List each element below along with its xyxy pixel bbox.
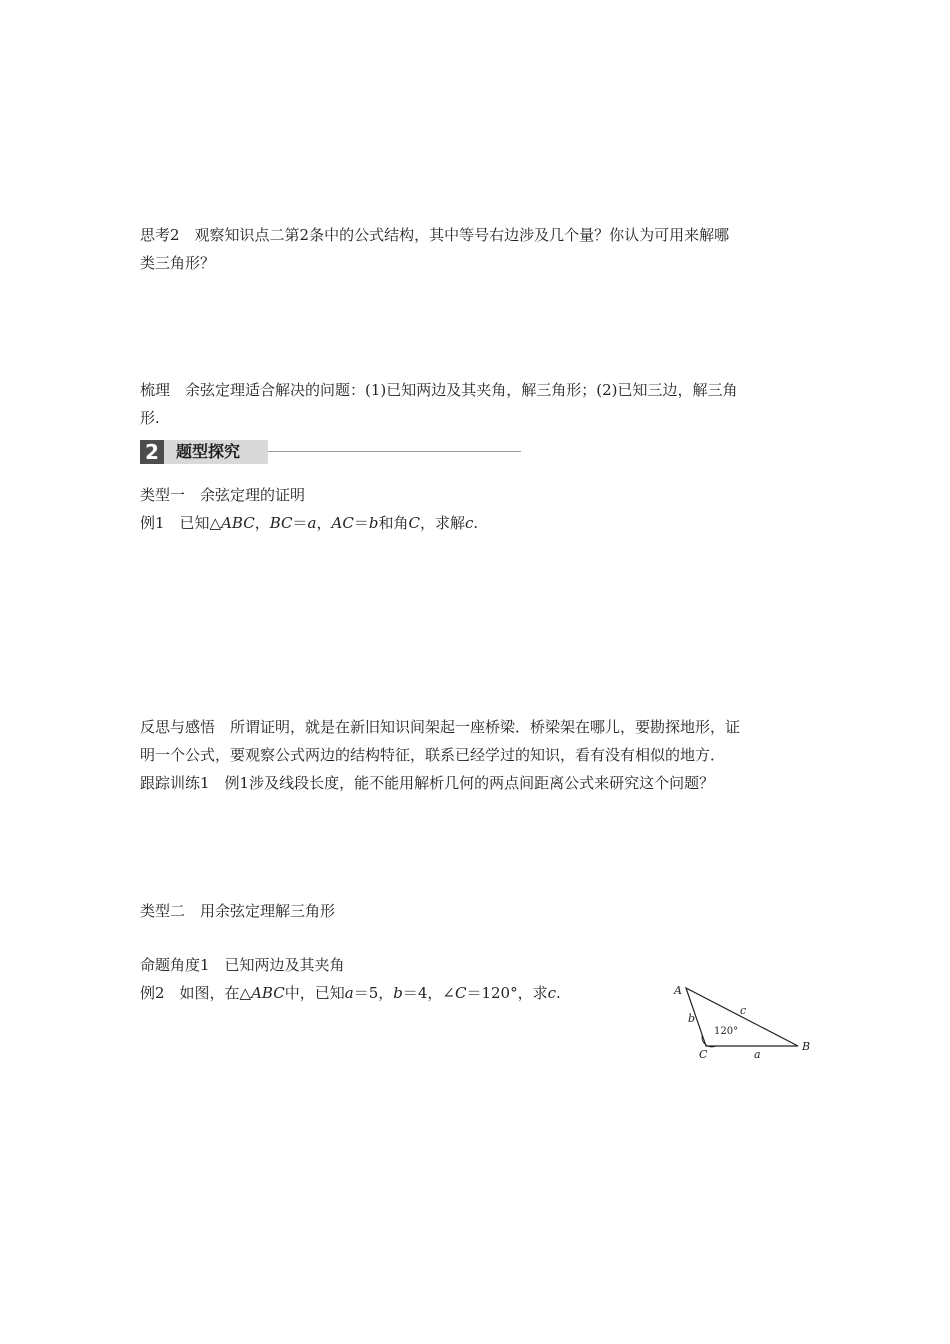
think2-line2: 类三角形？	[140, 254, 216, 272]
vertex-a-label: A	[674, 984, 682, 997]
type2-title: 类型二 用余弦定理解三角形	[140, 902, 336, 920]
section-divider	[268, 451, 521, 452]
example1-sep1: ，	[254, 514, 270, 532]
triangle-figure	[668, 978, 818, 1062]
example1-bc: BC	[269, 514, 293, 532]
triangle-shape	[686, 988, 798, 1046]
example2-cval: ＝120°，求	[466, 984, 548, 1002]
example2	[140, 982, 561, 1004]
summary-line1: 梳理 余弦定理适合解决的问题：(1)已知两边及其夹角，解三角形；(2)已知三边，解三角	[140, 381, 738, 399]
vertex-c-label: C	[699, 1048, 708, 1061]
example1-abc: ABC	[221, 514, 255, 532]
section-title: 题型探究	[176, 442, 241, 461]
example2-b: b	[393, 984, 403, 1002]
example2-a: a	[344, 984, 354, 1002]
example1-end: .	[473, 514, 479, 532]
example1-c-angle: C	[408, 514, 420, 532]
type1-title: 类型一 余弦定理的证明	[140, 486, 306, 504]
reflection-line1: 反思与感悟 所谓证明，就是在新旧知识间架起一座桥梁．桥梁架在哪儿，要勘探地形，证	[140, 718, 741, 736]
example2-abc: ABC	[251, 984, 285, 1002]
example2-end: .	[556, 984, 561, 1002]
angle-label: 120°	[714, 1026, 739, 1037]
example2-c-angle: C	[454, 984, 467, 1002]
example1-mid: 和角	[378, 514, 409, 532]
example1-prefix: 例1 已知△	[140, 514, 222, 532]
vertex-b-label: B	[802, 1040, 811, 1053]
example1-sep2: ，	[316, 514, 332, 532]
example1	[140, 512, 478, 534]
example1-c: c	[464, 514, 474, 532]
example2-aval: ＝5，	[353, 984, 394, 1002]
example1-b: b	[368, 514, 379, 532]
example1-eq1: ＝	[292, 514, 308, 532]
think2-line1: 思考2 观察知识点二第2条中的公式结构，其中等号右边涉及几个量？你认为可用来解哪	[140, 226, 730, 244]
example1-a: a	[307, 514, 317, 532]
example2-mid1: 中，已知	[284, 984, 345, 1002]
example2-c: c	[547, 984, 556, 1002]
section-number: 2	[140, 440, 164, 464]
side-c-label: c	[740, 1004, 747, 1017]
example2-prefix: 例2 如图，在△	[140, 984, 252, 1002]
angle1-title: 命题角度1 已知两边及其夹角	[140, 956, 345, 974]
summary-line2: 形.	[140, 409, 160, 427]
example1-eq2: ＝	[353, 514, 369, 532]
example1-tail: ，求解	[419, 514, 465, 532]
practice1: 跟踪训练1 例1涉及线段长度，能不能用解析几何的两点间距离公式来研究这个问题？	[140, 774, 715, 792]
example1-ac: AC	[331, 514, 354, 532]
side-b-label: b	[688, 1012, 696, 1025]
side-a-label: a	[754, 1048, 761, 1061]
example2-bval: ＝4，∠	[402, 984, 455, 1002]
reflection-line2: 明一个公式，要观察公式两边的结构特征，联系已经学过的知识，看有没有相似的地方．	[140, 746, 726, 764]
